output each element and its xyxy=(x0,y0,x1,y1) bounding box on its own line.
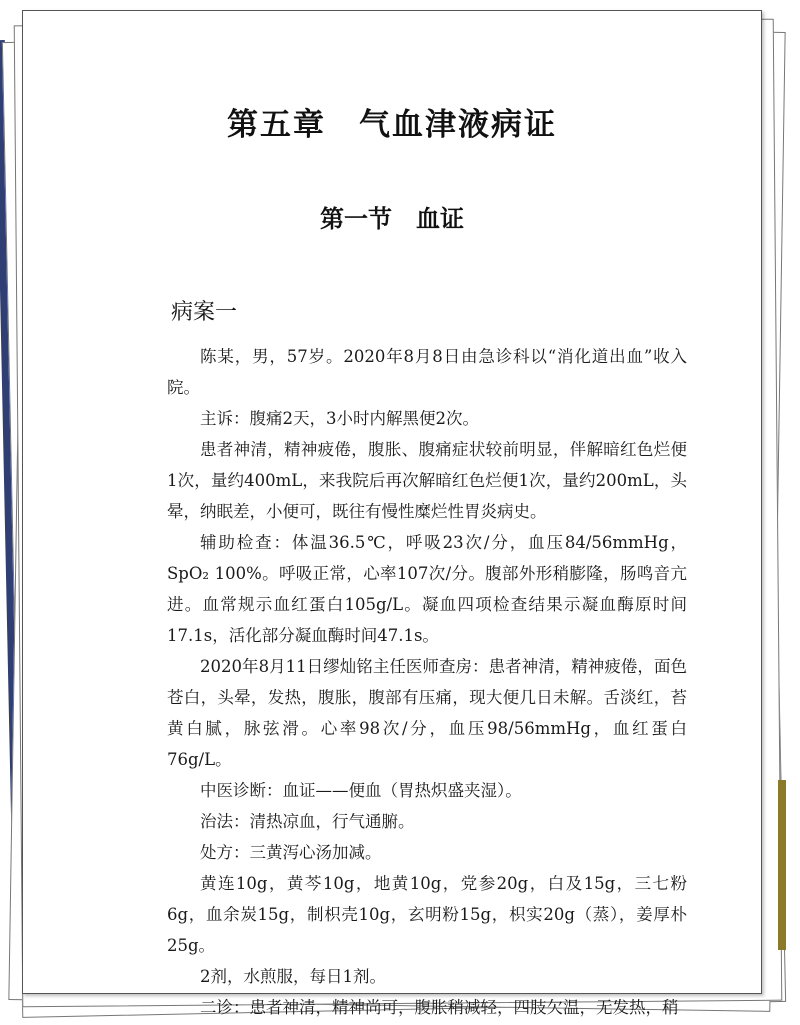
case-title: 病案一 xyxy=(171,300,238,325)
paragraph-herbs: 黄连10g，黄芩10g，地黄10g，党参20g，白及15g，三七粉6g，血余炭15g，制枳壳10g，玄明粉15g，枳实20g（蒸），姜厚朴25g。 xyxy=(167,874,687,955)
paragraph-ward-round: 2020年8月11日缪灿铭主任医师查房：患者神清，精神疲倦，面色苍白，头晕，发热，腹胀，腹部有压痛，现大便几日未解。舌淡红，苔黄白腻，脉弦滑。心率98次/分，血压98/56mmHg，血红蛋白76g/L。 xyxy=(167,657,687,769)
back-page-olive-edge xyxy=(778,780,786,950)
section-title: 第一节 血证 xyxy=(320,204,464,233)
paragraph-chief-complaint: 主诉：腹痛2天，3小时内解黑便2次。 xyxy=(200,409,479,428)
chapter-title: 第五章 气血津液病证 xyxy=(227,107,557,143)
document-page xyxy=(22,10,762,1017)
paragraph-tcm-diagnosis: 中医诊断：血证——便血（胃热炽盛夹湿）。 xyxy=(200,781,522,800)
paragraph-present-illness: 患者神清，精神疲倦，腹胀、腹痛症状较前明显，伴解暗红色烂便1次，量约400mL，来我院后再次解暗红色烂便1次，量约200mL，头晕，纳眠差，小便可，既往有慢性糜烂性胃炎病史。 xyxy=(167,440,687,521)
paragraph-intro: 陈某，男，57岁。2020年8月8日由急诊科以“消化道出血”收入院。 xyxy=(167,347,687,397)
paragraph-treatment-principle: 治法：清热凉血，行气通腑。 xyxy=(200,812,415,831)
paragraph-auxiliary-exam: 辅助检查：体温36.5℃，呼吸23次/分，血压84/56mmHg，SpO₂ 100%。呼吸正常，心率107次/分。腹部外形稍膨隆，肠鸣音亢进。血常规示血红蛋白105g/L。凝血四项检查结果示凝血酶原时间17.1s，活化部分凝血酶时间47.1s。 xyxy=(167,533,687,645)
paragraph-second-visit: 二诊：患者神清，精神尚可，腹胀稍减轻，四肢欠温，无发热，稍 xyxy=(200,998,679,1017)
paragraph-dosage: 2剂，水煎服，每日1剂。 xyxy=(200,967,386,986)
paragraph-prescription: 处方：三黄泻心汤加减。 xyxy=(200,843,382,862)
document-body xyxy=(167,341,687,1023)
